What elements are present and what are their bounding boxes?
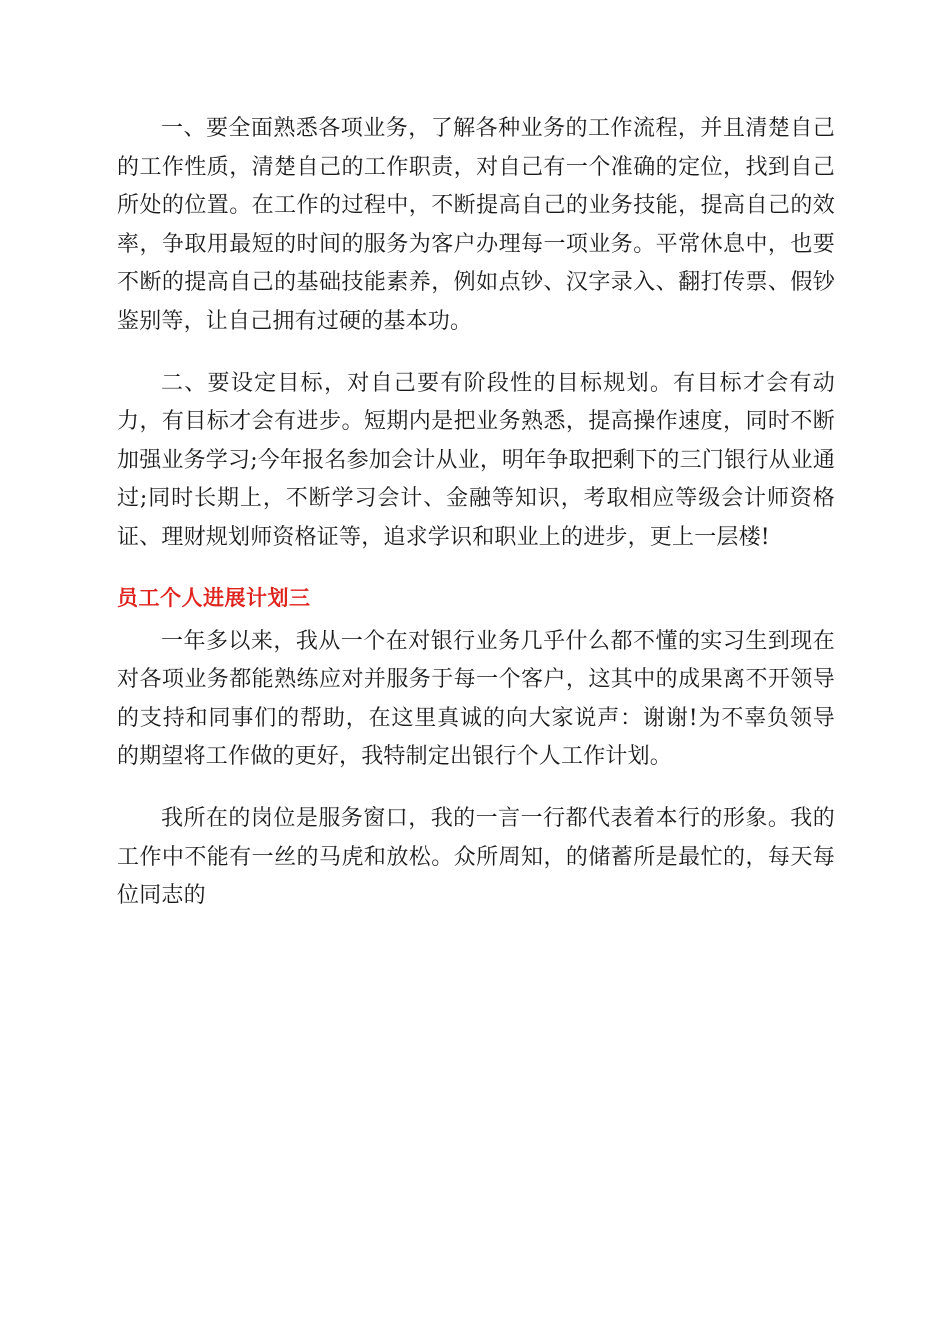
document-body	[117, 110, 835, 939]
paragraph-position: 我所在的岗位是服务窗口，我的一言一行都代表着本行的形象。我的工作中不能有一丝的马虎和放松。众所周知，的储蓄所是最忙的，每天每位同志的	[117, 805, 835, 909]
section-heading: 员工个人进展计划三	[117, 585, 311, 610]
paragraph-goal-2: 二、要设定目标，对自己要有阶段性的目标规划。有目标才会有动力，有目标才会有进步。短期内是把业务熟悉，提高操作速度，同时不断加强业务学习;今年报名参加会计从业，明年争取把剩下的三门银行从业通过;同时长期上，不断学习会计、金融等知识，考取相应等级会计师资格证、理财规划师资格证等，追求学识和职业上的进步，更上一层楼!	[117, 370, 836, 550]
paragraph-intro: 一年多以来，我从一个在对银行业务几乎什么都不懂的实习生到现在对各项业务都能熟练应对并服务于每一个客户，这其中的成果离不开领导的支持和同事们的帮助，在这里真诚的向大家说声：谢谢!为不辜负领导的期望将工作做的更好，我特制定出银行个人工作计划。	[117, 628, 835, 770]
paragraph-goal-1: 一、要全面熟悉各项业务，了解各种业务的工作流程，并且清楚自己的工作性质，清楚自己的工作职责，对自己有一个准确的定位，找到自己所处的位置。在工作的过程中，不断提高自己的业务技能，提高自己的效率，争取用最短的时间的服务为客户办理每一项业务。平常休息中，也要不断的提高自己的基础技能素养，例如点钞、汉字录入、翻打传票、假钞鉴别等，让自己拥有过硬的基本功。	[117, 116, 835, 334]
